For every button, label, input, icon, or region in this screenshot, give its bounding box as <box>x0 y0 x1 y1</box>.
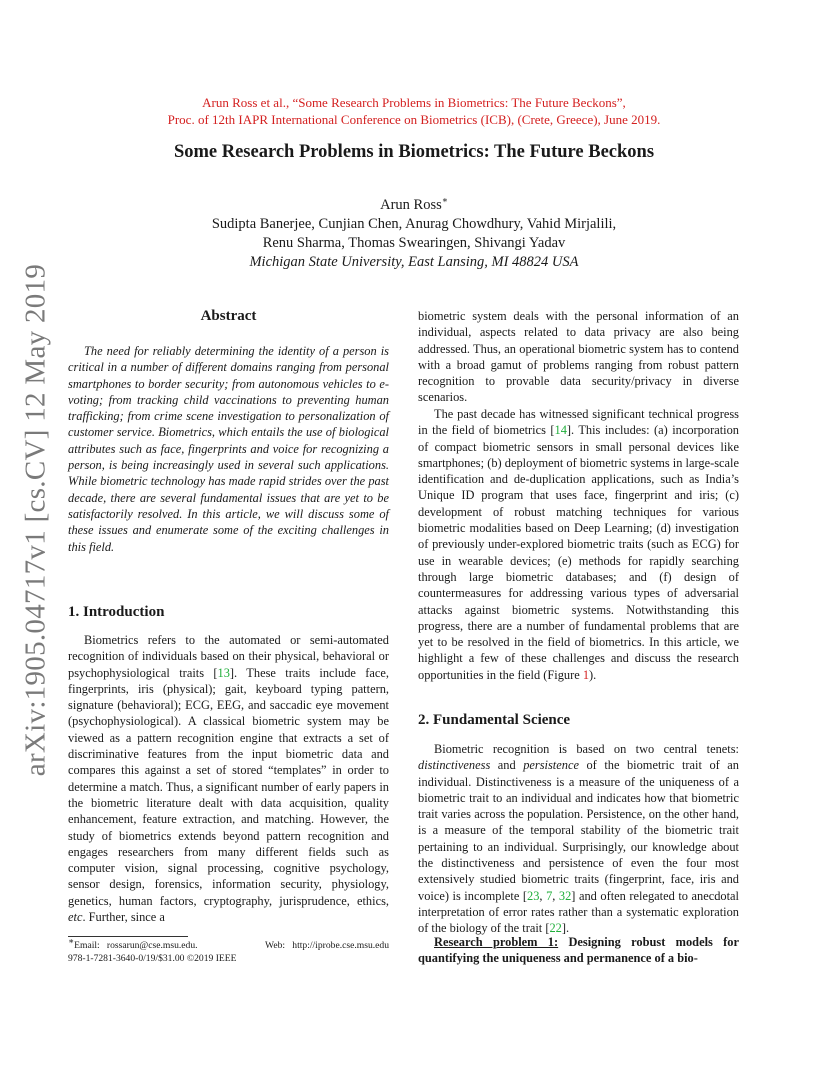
fund-text-a: Biometric recognition is based on two central tenets: <box>434 742 739 756</box>
term-persistence: persistence <box>523 758 579 773</box>
fund-sep-2: , <box>552 888 559 903</box>
lead-author <box>0 196 828 215</box>
citation-link-22[interactable]: 22 <box>549 921 562 936</box>
abstract-heading: Abstract <box>200 308 257 324</box>
fund-sep-1: , <box>539 888 547 903</box>
fund-text-b: of the biometric trait of an individual. Distinctiveness is a measure of the uniqueness of a biometric trait to an individual and indicates how that biometric trait varies across the population. Persistence, on the other hand, is a measure of the temporal stability of the biometric trait pertaining to an individual. Surprisingly, our knowledge about the distinctiveness and persistence of even the four most extensively studied biometric traits (fingerprint, face, iris and voice) is incomplete [ <box>418 758 739 903</box>
fund-text-d: ]. <box>561 921 570 936</box>
introduction-heading: 1. Introduction <box>68 604 165 620</box>
footnote-mark-symbol: ∗ <box>68 935 75 946</box>
citation-line-1: Arun Ross et al., “Some Research Problems in Biometrics: The Future Beckons”, <box>202 95 626 110</box>
footnote-divider <box>68 936 188 937</box>
footnote-copyright: 978-1-7281-3640-0/19/$31.00 ©2019 IEEE <box>68 953 237 964</box>
paper-title: Some Research Problems in Biometrics: The Future Beckons <box>173 142 655 162</box>
progress-text-a: The past decade has witnessed significant technical progress in the field of biometrics [ <box>418 407 739 438</box>
footnote-email-label: Email: <box>74 940 100 951</box>
progress-paragraph <box>418 406 739 683</box>
footnote-contact-row <box>68 935 389 952</box>
fund-text-c: ] and often relegated to anecdotal interpretation of error rates rather than a systematic exploration of the biology of the trait [ <box>418 888 739 936</box>
research-problem-1 <box>418 934 739 967</box>
research-problem-text: Designing robust models for quantifying the uniqueness and permanence of a bio- <box>418 935 739 966</box>
figure-link-1[interactable]: 1 <box>582 667 590 682</box>
footnote-mark: ∗ <box>441 195 448 206</box>
intro-continued-paragraph: biometric system deals with the personal information of an individual, aspects related to data privacy are also being addressed. Thus, an operational biometric system has to contend with a broad gamut of problems ranging from robust pattern recognition to provable data security/privacy in diverse scenarios. <box>418 309 739 405</box>
footnote-web-group <box>265 939 389 952</box>
progress-text-b: ]. This includes: (a) incorporation of compact biometric sensors in small personal devices like smartphones; (b) deployment of biometric systems in large-scale identification and de-duplication applications, such as India’s Unique ID program that uses face, fingerprint and iris; (c) development of robust matching techniques for various biometric modalities based on Deep Learning; (d) investigation of previously under-explored biometric traits (such as ECG) for use in wearable devices; (e) methods for rapidly searching through large biometric databases; and (f) design of countermeasures for addressing various types of adversarial attacks against biometric systems. Notwithstanding this progress, there are a number of fundamental problems that are yet to be resolved in the field of biometrics. In this article, we highlight a few of these challenges and discuss the research opportunities in the field (Figure <box>418 423 739 682</box>
arxiv-identifier: arXiv:1905.04717v1 [cs.CV] 12 May 2019 <box>19 263 52 777</box>
footnote-web-label: Web: <box>265 940 286 951</box>
author-block <box>0 196 828 272</box>
author-list-line-2: Sudipta Banerjee, Cunjian Chen, Anurag Chowdhury, Vahid Mirjalili, <box>211 216 617 232</box>
citation-link-23[interactable]: 23 <box>527 888 540 903</box>
affiliation: Michigan State University, East Lansing, MI 48824 USA <box>249 254 579 270</box>
intro-etc: etc <box>68 910 83 925</box>
footnote-web-link[interactable]: http://iprobe.cse.msu.edu <box>292 940 389 951</box>
footnote <box>68 935 389 965</box>
fundamental-paragraph <box>418 741 739 937</box>
fundamental-science-heading: 2. Fundamental Science <box>418 712 571 728</box>
intro-text-a: Biometrics refers to the automated or semi-automated recognition of individuals based on their physical, behavioral or psychophysiological traits [ <box>68 633 389 680</box>
lead-author-name: Arun Ross <box>380 197 442 213</box>
citation-link-32[interactable]: 32 <box>558 888 572 903</box>
footnote-email[interactable]: rossarun@cse.msu.edu. <box>106 940 198 951</box>
intro-text-b: ]. These traits include face, fingerprints, iris (physical); gait, keyboard typing pattern, signature (behavioral); ECG, EEG, and saccadic eye movement (psychophysiological). A classical biometric system may be viewed as a pattern recognition engine that extracts a set of discriminative features from the input biometric data and compares this against a set of stored “templates” in order to determine a match. Thus, a significant number of early papers in the biometric literature dealt with data acquisition, quality enhancement, feature extraction, and matching. However, the study of biometrics extends beyond pattern recognition and engages researchers from many different fields such as computer vision, signal processing, cognitive psychology, sensor design, forensics, information security, physiology, genetics, human factors, cryptography, jurisprudence, ethics, <box>68 665 389 908</box>
progress-text-c: ). <box>589 667 597 682</box>
author-list-line-3: Renu Sharma, Thomas Swearingen, Shivangi Yadav <box>262 235 566 251</box>
intro-text-c: . Further, since a <box>82 910 165 925</box>
footnote-email-group <box>68 935 198 952</box>
citation-link-13[interactable]: 13 <box>217 665 230 680</box>
citation-link-7[interactable]: 7 <box>546 888 553 903</box>
abstract-text: The need for reliably determining the identity of a person is critical in a number of different domains ranging from personal smartphones to border security; from autonomous vehicles to e-voting; from tracking child vaccinations to preventing human trafficking; from crime scene investigation to personalization of customer service. Biometrics, which entails the use of biological attributes such as face, fingerprints and voice for recognizing a person, is being increasingly used in several such applications. While biometric technology has made rapid strides over the past decade, there are several fundamental issues that are yet to be satisfactorily resolved. In this article, we will discuss some of these issues and enumerate some of the exciting challenges in this field. <box>68 344 389 554</box>
citation-line-2: Proc. of 12th IAPR International Conference on Biometrics (ICB), (Crete, Greece), June 2019. <box>167 112 661 127</box>
fund-text-and: and <box>490 758 524 773</box>
research-problem-label: Research problem 1: <box>434 935 559 949</box>
introduction-paragraph <box>68 632 389 925</box>
term-distinctiveness: distinctiveness <box>418 758 491 773</box>
citation-link-14[interactable]: 14 <box>554 423 567 438</box>
